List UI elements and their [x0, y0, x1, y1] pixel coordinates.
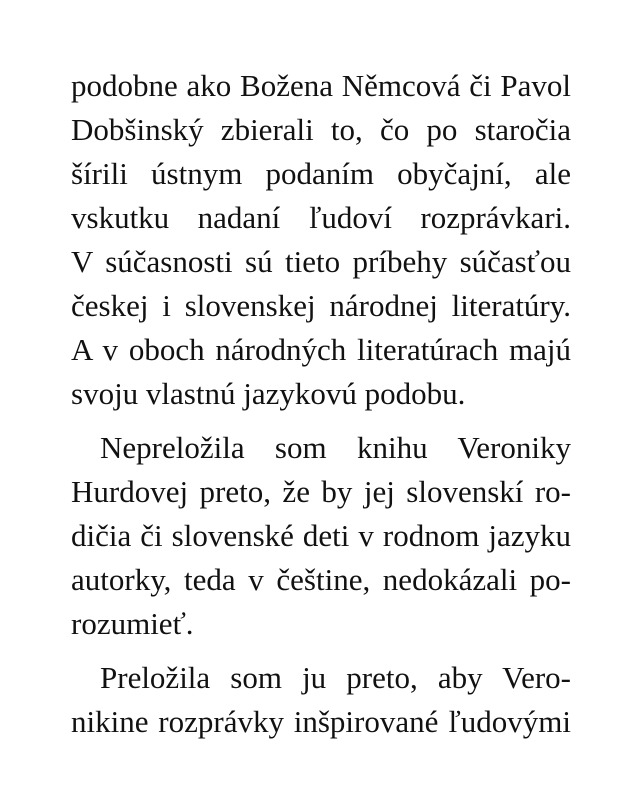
- text-line: svoju vlastnú jazykovú podobu.: [71, 376, 466, 411]
- text-line: Preložila som ju preto, aby Vero-: [100, 660, 571, 695]
- text-line: Hurdovej preto, že by jej slovenskí ro-: [71, 474, 571, 509]
- text-line: šírili ústnym podaním obyčajní, ale: [71, 156, 571, 191]
- paragraph-gap: [71, 416, 571, 426]
- text-line: Dobšinský zbierali to, čo po staročia: [71, 112, 571, 147]
- paragraph-gap: [71, 646, 571, 656]
- text-line: dičia či slovenské deti v rodnom jazyku: [71, 518, 571, 553]
- text-line: Nepreložila som knihu Veroniky: [100, 430, 571, 465]
- text-line: nikine rozprávky inšpirované ľudovými: [71, 704, 571, 739]
- text-line: podobne ako Božena Němcová či Pavol: [71, 68, 571, 103]
- text-line: vskutku nadaní ľudoví rozprávkari.: [71, 200, 571, 235]
- text-line: rozumieť.: [71, 606, 194, 641]
- body-text: [71, 64, 571, 744]
- text-line: V súčasnosti sú tieto príbehy súčasťou: [71, 244, 571, 279]
- text-line: českej i slovenskej národnej literatúry.: [71, 288, 571, 323]
- text-line: A v oboch národných literatúrach majú: [71, 332, 571, 367]
- text-line: autorky, teda v češtine, nedokázali po-: [71, 562, 571, 597]
